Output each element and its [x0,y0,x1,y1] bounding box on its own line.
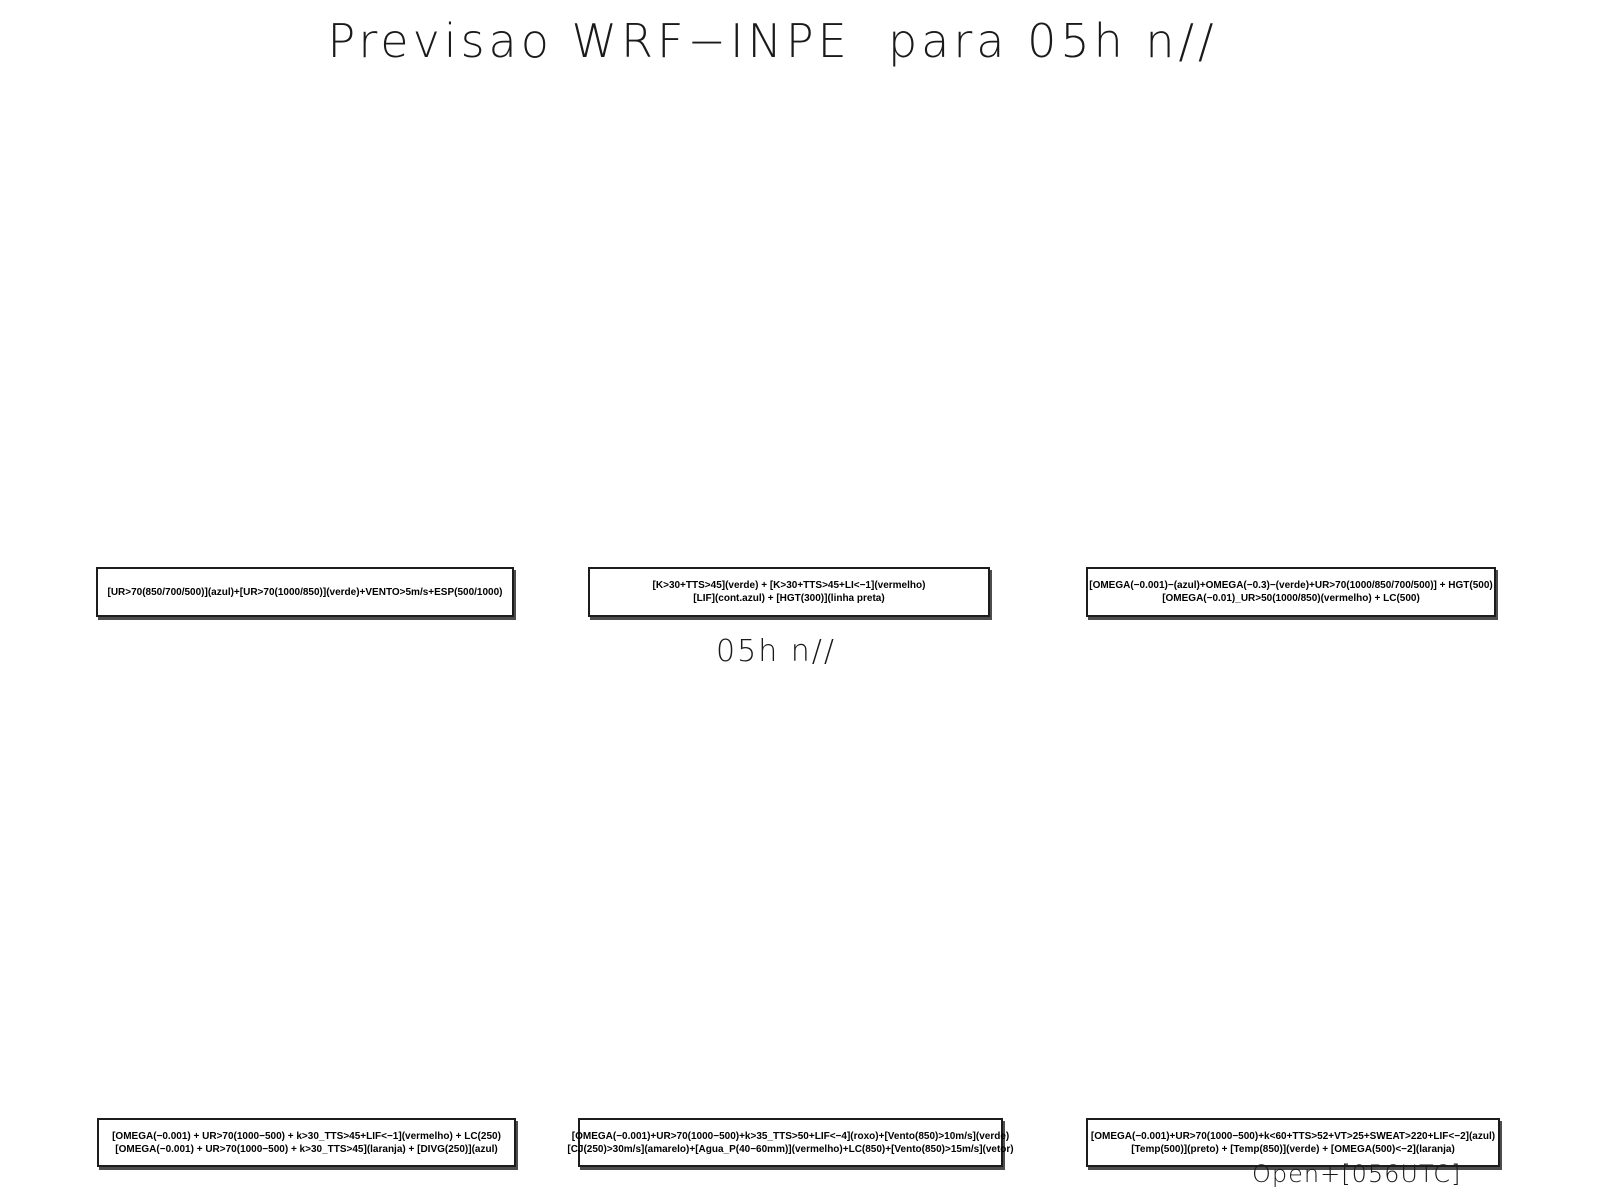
page-title: Previsao WRF−INPE para 05h n// [327,14,1218,68]
legend-text: [OMEGA(−0.001) + UR>70(1000−500) + k>30_TTS>45](laranja) + [DIVG(250)](azul) [115,1143,498,1155]
legend-text: [OMEGA(−0.001)+UR>70(1000−500)+k<60+TTS>52+VT>25+SWEAT>220+LIF<−2](azul) [1090,1130,1496,1142]
legend-text: [OMEGA(−0.001)−(azul)+OMEGA(−0.3)−(verde)+UR>70(1000/850/700/500)] + HGT(500) [1089,580,1493,591]
legend-text: [CJ(250)>30m/s](amarelo)+[Agua_P(40−60mm)](vermelho)+LC(850)+[Vento(850)>15m/s](vetor) [567,1143,1014,1155]
legend-box-bottom-center [567,1118,1014,1167]
footer-open-label: Open+[056UTC] [1252,1160,1462,1188]
legend-box-top-center [588,567,990,617]
legend-text: [K>30+TTS>45](verde) + [K>30+TTS>45+LI<−1](vermelho) [652,580,926,591]
legend-text: [UR>70(850/700/500)](azul)+[UR>70(1000/850)](verde)+VENTO>5m/s+ESP(500/1000) [107,586,503,598]
legend-box-top-right [1086,567,1496,617]
legend-box-bottom-left [97,1118,516,1167]
center-time-label: 05h n// [716,634,836,669]
legend-text: [OMEGA(−0.01)_UR>50(1000/850)(vermelho) + LC(500) [1162,593,1420,604]
legend-text: [OMEGA(−0.001)+UR>70(1000−500)+k>35_TTS>50+LIF<−4](roxo)+[Vento(850)>10m/s](verde) [571,1130,1010,1142]
legend-text: [LIF](cont.azul) + [HGT(300)](linha preta) [693,593,885,604]
legend-text: [Temp(500)](preto) + [Temp(850)](verde) + [OMEGA(500)<−2](laranja) [1131,1143,1455,1155]
legend-box-top-left [96,567,514,617]
legend-text: [OMEGA(−0.001) + UR>70(1000−500) + k>30_TTS>45+LIF<−1](vermelho) + LC(250) [112,1130,501,1142]
